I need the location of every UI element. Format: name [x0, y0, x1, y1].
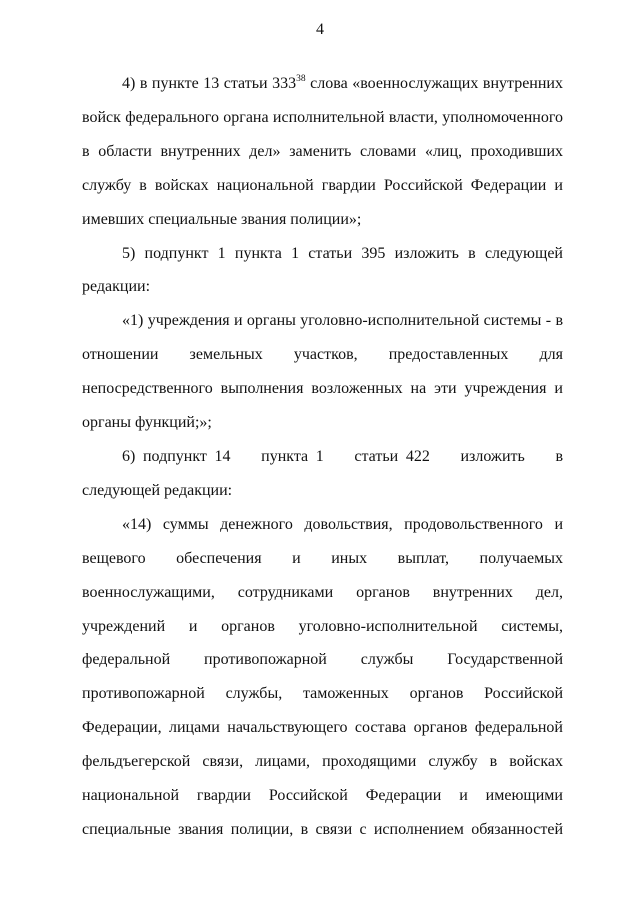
quoted-subparagraph-1: «1) учреждения и органы уголовно-исполнительной системы - в отношении земельных участков, предоставленных для непосредственного выполнения возложенных на эти учреждения и органы функций;»; — [82, 312, 563, 432]
page-number: 4 — [316, 21, 324, 38]
article-superscript: 38 — [296, 73, 306, 84]
paragraph-item-4 — [82, 67, 563, 237]
document-body — [82, 67, 579, 847]
paragraph-item-4-text-cont: слова «военнослужащих внутренних войск федерального органа исполнительной власти, уполномоченного в области внутренних дел» заменить словами «лиц, проходивших службу в войсках национальной гвардии Российской Федерации и имевших специальные звания полиции»; — [82, 75, 563, 228]
paragraph-item-4-text: 4) в пункте 13 статьи 333 — [122, 75, 297, 92]
quoted-subparagraph-14: «14) суммы денежного довольствия, продовольственного и вещевого обеспечения и иных выплат, получаемых военнослужащими, сотрудниками органов внутренних дел, учреждений и органов уголовно-исполнительной системы, федеральной противопожарной службы Государственной противопожарной службы, таможенных органов Российской Федерации, лицами начальствующего состава органов федеральной фельдъегерской связи, лицами, проходящими службу в войсках национальной гвардии Российской Федерации и имеющими специальные звания полиции, в связи с исполнением обязанностей — [82, 515, 563, 838]
paragraph-item-5: 5) подпункт 1 пункта 1 статьи 395 изложить в следующей редакции: — [82, 244, 563, 296]
paragraph-item-6: 6) подпункт 14 пункта 1 статьи 422 изложить в следующей редакции: — [82, 447, 579, 499]
